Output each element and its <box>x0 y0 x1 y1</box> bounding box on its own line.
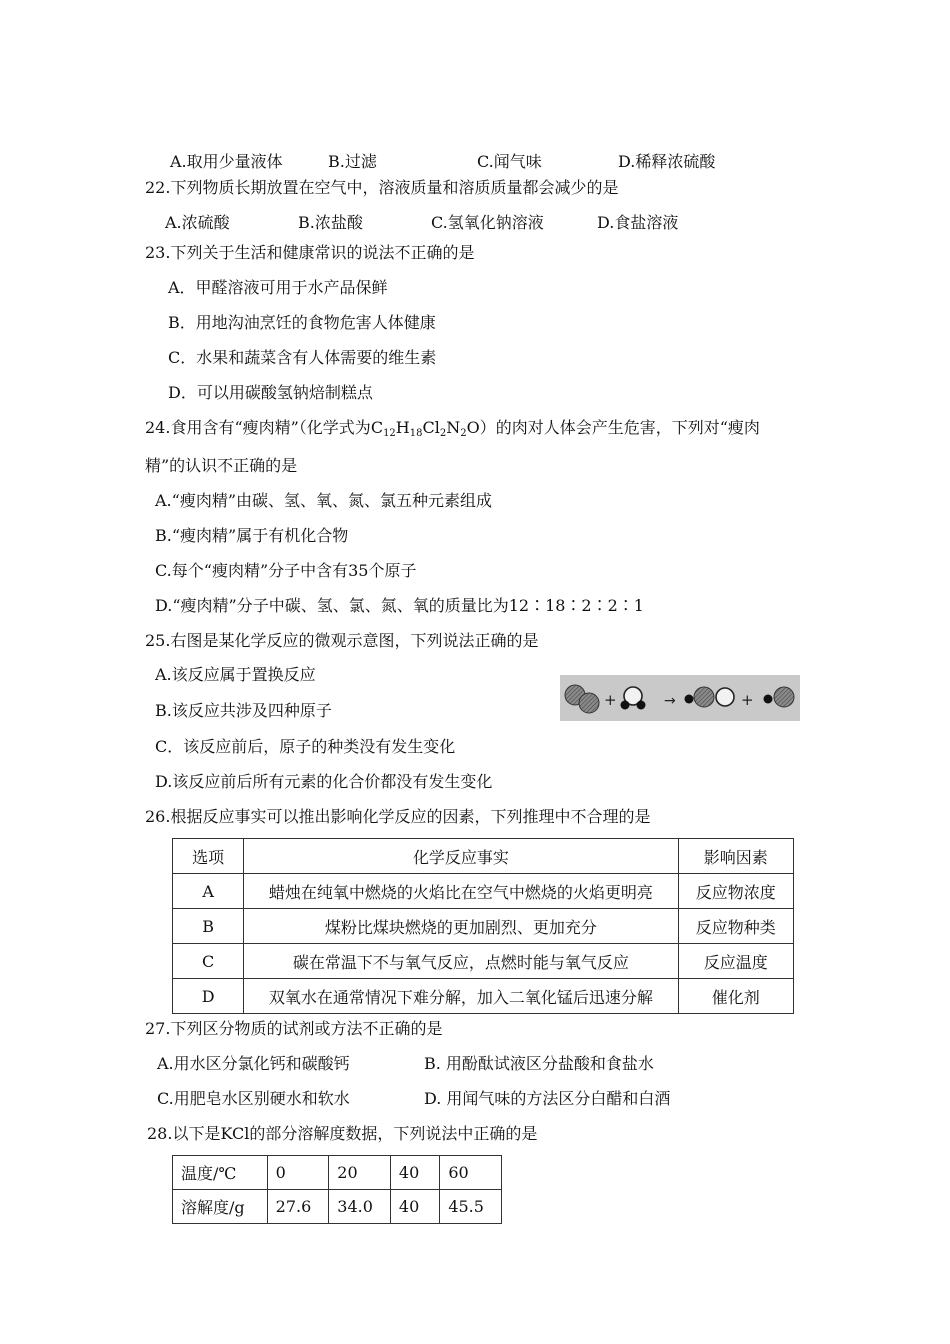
table-row <box>173 944 794 979</box>
q25-option-a: A.该反应属于置换反应 <box>155 665 316 684</box>
table-cell: C <box>173 944 244 979</box>
table-cell: 0 <box>267 1156 329 1190</box>
table-header-cell: 选项 <box>173 839 244 874</box>
q26-stem: 26.根据反应事实可以推出影响化学反应的因素，下列推理中不合理的是 <box>145 807 651 826</box>
q22-option-d: D.食盐溶液 <box>597 213 679 232</box>
table-cell: 溶解度/g <box>173 1190 268 1224</box>
q24-option-d: D.“瘦肉精”分子中碳、氢、氯、氮、氧的质量比为12∶18∶2∶2∶1 <box>155 596 644 615</box>
q21-option-d: D.稀释浓硫酸 <box>618 152 716 171</box>
q27-stem: 27.下列区分物质的试剂或方法不正确的是 <box>145 1019 443 1038</box>
q23-option-d: D．可以用碳酸氢钠焙制糕点 <box>168 383 373 402</box>
q24-option-c: C.每个“瘦肉精”分子中含有35个原子 <box>155 561 417 580</box>
table-cell: 40 <box>390 1156 439 1190</box>
table-cell: 温度/℃ <box>173 1156 268 1190</box>
table-cell: 反应温度 <box>678 944 793 979</box>
table-cell: 反应物种类 <box>678 909 793 944</box>
q24-option-a: A.“瘦肉精”由碳、氢、氧、氮、氯五种元素组成 <box>155 491 493 510</box>
q28-kcl-table <box>172 1155 502 1224</box>
table-cell: 双氧水在通常情况下难分解，加入二氧化锰后迅速分解 <box>244 979 678 1014</box>
q23-option-c: C．水果和蔬菜含有人体需要的维生素 <box>168 348 437 367</box>
table-cell: 40 <box>390 1190 439 1224</box>
table-row <box>173 909 794 944</box>
q24-option-b: B.“瘦肉精”属于有机化合物 <box>155 526 349 545</box>
q23-stem: 23.下列关于生活和健康常识的说法不正确的是 <box>145 243 475 262</box>
table-row <box>173 979 794 1014</box>
table-cell: 催化剂 <box>678 979 793 1014</box>
table-cell: 27.6 <box>267 1190 329 1224</box>
reaction-micro-diagram <box>560 675 800 721</box>
q25-stem: 25.右图是某化学反应的微观示意图，下列说法正确的是 <box>145 631 539 650</box>
q24-formula: $C_{12}H_{18}Cl_2N_2O$ <box>370 418 480 439</box>
table-cell: 煤粉比煤块燃烧的更加剧烈、更加充分 <box>244 909 678 944</box>
table-cell: 蜡烛在纯氧中燃烧的火焰比在空气中燃烧的火焰更明亮 <box>244 874 678 909</box>
table-cell: 碳在常温下不与氧气反应，点燃时能与氧气反应 <box>244 944 678 979</box>
reaction-arrow: → <box>664 693 676 709</box>
q22-stem: 22.下列物质长期放置在空气中，溶液质量和溶质质量都会减少的是 <box>145 178 619 197</box>
table-header-cell: 影响因素 <box>678 839 793 874</box>
q27-option-a: A.用水区分氯化钙和碳酸钙 <box>157 1054 350 1073</box>
table-header-cell: 化学反应事实 <box>244 839 678 874</box>
table-row <box>173 874 794 909</box>
q21-option-c: C.闻气味 <box>477 152 542 171</box>
q23-option-b: B．用地沟油烹饪的食物危害人体健康 <box>168 313 436 332</box>
q25-option-d: D.该反应前后所有元素的化合价都没有发生变化 <box>155 772 493 791</box>
table-cell: 34.0 <box>329 1190 391 1224</box>
q25-option-c: C．该反应前后，原子的种类没有发生变化 <box>155 737 456 756</box>
plus-sign-1: + <box>604 691 617 709</box>
q23-option-a: A．甲醛溶液可用于水产品保鲜 <box>168 278 388 297</box>
table-row <box>173 1190 502 1224</box>
table-header-row <box>173 839 794 874</box>
table-cell: A <box>173 874 244 909</box>
table-cell: 20 <box>329 1156 391 1190</box>
q27-option-c: C.用肥皂水区别硬水和软水 <box>157 1089 350 1108</box>
q24-stem-line1: 24.食用含有“瘦肉精”（化学式为$C_{12}H_{18}Cl_2N_2O$）的肉对人体会产生危害，下列对“瘦肉 <box>145 418 760 439</box>
table-cell: 45.5 <box>440 1190 502 1224</box>
q21-option-a: A.取用少量液体 <box>170 152 283 171</box>
table-cell: 反应物浓度 <box>678 874 793 909</box>
q22-option-a: A.浓硫酸 <box>165 213 230 232</box>
q21-option-b: B.过滤 <box>328 152 377 171</box>
table-cell: B <box>173 909 244 944</box>
q22-option-b: B.浓盐酸 <box>298 213 363 232</box>
q26-table <box>172 838 794 1014</box>
table-cell: D <box>173 979 244 1014</box>
table-row <box>173 1156 502 1190</box>
table-cell: 60 <box>440 1156 502 1190</box>
q27-option-b: B. 用酚酞试液区分盐酸和食盐水 <box>424 1054 654 1073</box>
q25-option-b: B.该反应共涉及四种原子 <box>155 701 332 720</box>
plus-sign-2: + <box>741 691 754 709</box>
q22-option-c: C.氢氧化钠溶液 <box>431 213 544 232</box>
q28-stem: 28.以下是KCl的部分溶解度数据，下列说法中正确的是 <box>147 1124 538 1143</box>
q24-stem-line2: 精”的认识不正确的是 <box>145 456 298 475</box>
q27-option-d: D. 用闻气味的方法区分白醋和白酒 <box>424 1089 671 1108</box>
